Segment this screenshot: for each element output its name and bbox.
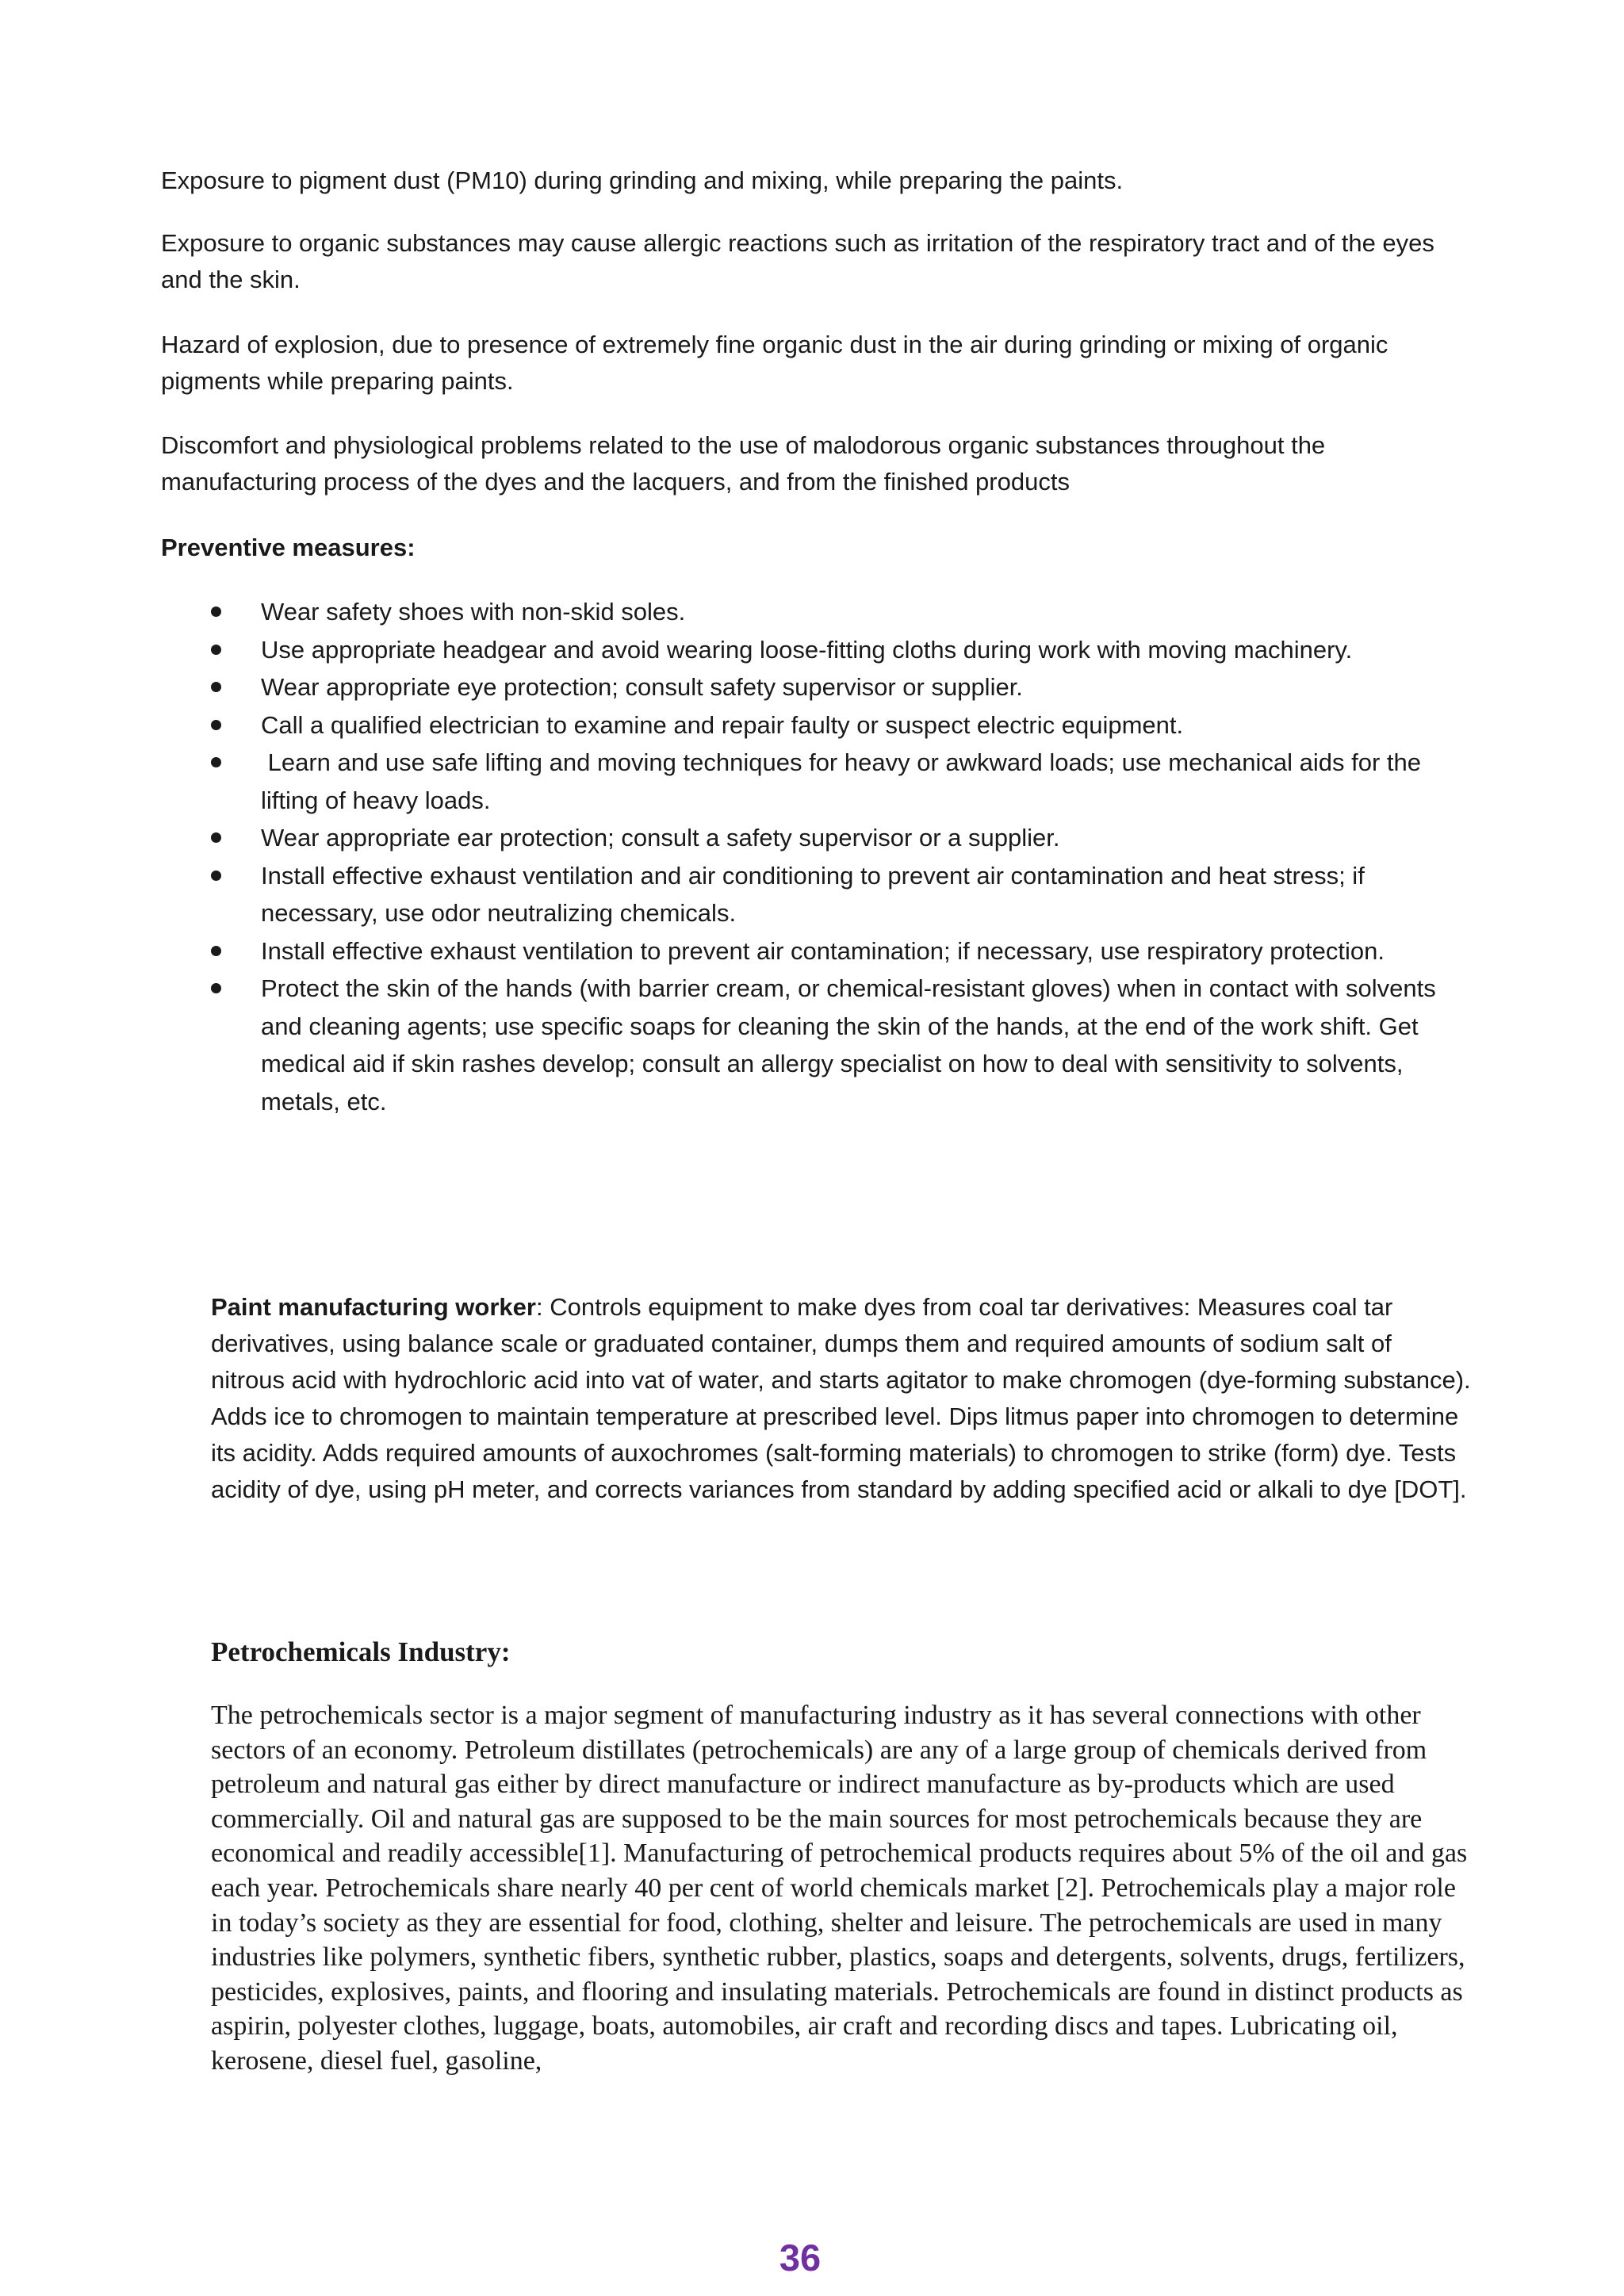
list-item: [208, 668, 1477, 706]
list-item-text: Install effective exhaust ventilation and air conditioning to prevent air contamination and heat stress; if necessary, use odor neutralizing chemicals.: [261, 861, 1365, 927]
preventive-measures-list: [208, 593, 1477, 1120]
paragraph-allergic-reactions: Exposure to organic substances may cause allergic reactions such as irritation of the respiratory tract and of the eyes and the skin.: [161, 229, 1434, 293]
list-item-text: Call a qualified electrician to examine and repair faulty or suspect electric equipment.: [261, 710, 1184, 739]
paragraph-pigment-dust: Exposure to pigment dust (PM10) during grinding and mixing, while preparing the paints.: [161, 166, 1124, 194]
bullet-icon: [211, 946, 221, 956]
list-item: [208, 932, 1477, 970]
list-item-text: Learn and use safe lifting and moving techniques for heavy or awkward loads; use mechanical aids for the lifting of heavy loads.: [261, 748, 1428, 814]
list-item: [208, 744, 1477, 819]
list-item: [208, 970, 1477, 1120]
petrochemicals-body: The petrochemicals sector is a major segment of manufacturing industry as it has several connections with other sectors of an economy. Petroleum distillates (petrochemicals) are any of a large group of chemicals derived from petroleum and natural gas either by direct manufacture or indirect manufacture as by-products which are used commercially. Oil and natural gas are supposed to be the main sources for most petrochemicals because they are economical and readily accessible[1]. Manufacturing of petrochemical products requires about 5% of the oil and gas each year. Petrochemicals share nearly 40 per cent of world chemicals market [2]. Petrochemicals play a major role in today’s society as they are essential for food, clothing, shelter and leisure. The petrochemicals are used in many industries like polymers, synthetic fibers, synthetic rubber, plastics, soaps and detergents, solvents, drugs, fertilizers, pesticides, explosives, paints, and flooring and insulating materials. Petrochemicals are found in distinct products as aspirin, polyester clothes, luggage, boats, automobiles, air craft and recording discs and tapes. Lubricating oil, kerosene, diesel fuel, gasoline,: [211, 1701, 1468, 2076]
list-item-text: Wear safety shoes with non-skid soles.: [261, 598, 686, 626]
bullet-icon: [211, 871, 221, 881]
bullet-icon: [211, 607, 221, 617]
bullet-icon: [211, 720, 221, 730]
list-item: [208, 819, 1477, 857]
bullet-icon: [211, 983, 221, 993]
list-item-text: Use appropriate headgear and avoid wearing loose-fitting cloths during work with moving machinery.: [261, 635, 1353, 664]
bullet-icon: [211, 682, 221, 692]
paragraph-malodorous-substances: Discomfort and physiological problems related to the use of malodorous organic substances throughout the manufacturing process of the dyes and the lacquers, and from the finished products: [161, 431, 1326, 496]
petrochemicals-heading: Petrochemicals Industry:: [211, 1636, 511, 1667]
paint-worker-paragraph: [211, 1289, 1472, 1508]
list-item: [208, 857, 1477, 932]
list-item-text: Protect the skin of the hands (with barrier cream, or chemical-resistant gloves) when in contact with solvents and cleaning agents; use specific soaps for cleaning the skin of the hands, at the end of the work shift. Get medical aid if skin rashes develop; consult an allergy specialist on how to deal with sensitivity to solvents, metals, etc.: [261, 974, 1436, 1115]
list-item: [208, 706, 1477, 744]
paint-worker-term: Paint manufacturing worker: [211, 1293, 536, 1321]
bullet-icon: [211, 832, 221, 843]
bullet-icon: [211, 757, 221, 767]
list-item-text: Install effective exhaust ventilation to prevent air contamination; if necessary, use respiratory protection.: [261, 936, 1385, 965]
bullet-icon: [211, 645, 221, 655]
paint-worker-description: : Controls equipment to make dyes from coal tar derivatives: Measures coal tar derivatives, using balance scale or graduated container, dumps them and required amounts of sodium salt of nitrous acid with hydrochloric acid into vat of water, and starts agitator to make chromogen (dye-forming substance). Adds ice to chromogen to maintain temperature at prescribed level. Dips litmus paper into chromogen to determine its acidity. Adds required amounts of auxochromes (salt-forming materials) to chromogen to strike (form) dye. Tests acidity of dye, using pH meter, and corrects variances from standard by adding specified acid or alkali to dye [DOT].: [211, 1293, 1471, 1503]
page-number: 36: [779, 2237, 822, 2279]
paragraph-explosion-hazard: Hazard of explosion, due to presence of extremely fine organic dust in the air during grinding or mixing of organic pigments while preparing paints.: [161, 331, 1388, 395]
list-item: [208, 631, 1477, 669]
preventive-measures-heading: Preventive measures:: [161, 534, 416, 561]
list-item-text: Wear appropriate eye protection; consult safety supervisor or supplier.: [261, 673, 1023, 701]
list-item-text: Wear appropriate ear protection; consult a safety supervisor or a supplier.: [261, 824, 1060, 851]
list-item: [208, 593, 1477, 631]
